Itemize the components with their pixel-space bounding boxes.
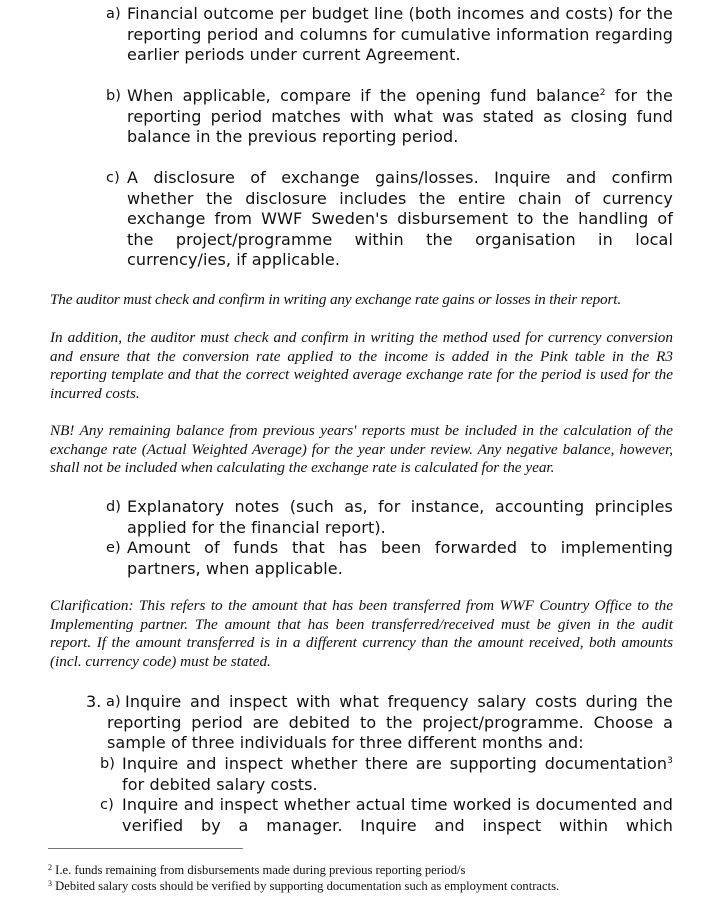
list-label: a) (106, 694, 121, 710)
footnote-text: Debited salary costs should be verified by supporting documentation such as employment contracts. (55, 879, 560, 893)
list-label: e) (106, 540, 121, 556)
list-label: c) (100, 797, 114, 813)
list-item-text (122, 795, 673, 836)
note-conversion-method: In addition, the auditor must check and confirm in writing the method used for currency conversion and ensure that the conversion rate applied to the income is added in the Pink table in the R3 reporting template and that the correct weighted average exchange rate for the period is used for the incurred costs. (50, 329, 673, 402)
list-item-text: Financial outcome per budget line (both incomes and costs) for the reporting period and columns for cumulative information regarding earlier periods under current Agreement. (127, 4, 673, 65)
footnote-ref[interactable]: 3 (667, 756, 673, 766)
text-segment: Inquire and inspect with what frequency salary costs during the reporting period are debited to the project/programme. Choose a sample of three individuals for three different months and: (107, 692, 673, 753)
footnote-divider (48, 848, 243, 849)
list-label: b) (106, 88, 122, 104)
section-number: 3. (86, 692, 102, 711)
list-label: a) (106, 6, 121, 22)
list-label: b) (100, 756, 116, 772)
footnote-number: 2 (48, 863, 52, 872)
text-segment: Inquire and inspect whether there are supporting documentation (122, 754, 668, 773)
list-item-text: A disclosure of exchange gains/losses. Inquire and confirm whether the disclosure includes the entire chain of currency exchange from WWF Sweden's disbursement to the handling of the project/programme within the organisation in local currency/ies, if applicable. (127, 168, 673, 270)
note-remaining-balance: NB! Any remaining balance from previous years' reports must be included in the calculation of the exchange rate (Actual Weighted Average) for the year under review. Any negative balance, however, shall not be included when calculating the exchange rate is calculated for the year. (50, 422, 673, 477)
text-segment: for the reporting period matches with what was stated as closing fund balance in the previous reporting period. (127, 86, 673, 147)
footnote-ref[interactable]: 2 (599, 88, 606, 98)
footnote-number: 3 (48, 879, 52, 888)
footnote-2 (48, 862, 688, 878)
note-exchange-gains: The auditor must check and confirm in writing any exchange rate gains or losses in their report. (50, 291, 621, 308)
text-segment: When applicable, compare if the opening fund balance (127, 86, 600, 105)
text-segment: Inquire and inspect whether actual time worked is documented and verified by a manager. Inquire and inspect within which (122, 795, 673, 835)
list-item-text (122, 754, 673, 795)
text-segment: for debited salary costs. (122, 774, 318, 794)
list-item-text (127, 86, 673, 148)
list-item-text: Explanatory notes (such as, for instance, accounting principles applied for the financial report). (127, 497, 673, 537)
footnote-text: I.e. funds remaining from disbursements made during previous reporting period/s (55, 863, 466, 877)
clarification-note: Clarification: This refers to the amount that has been transferred from WWF Country Office to the Implementing partner. The amount that has been transferred/received must be given in the audit report. If the amount transferred is in a different currency than the amount received, both amounts (incl. currency code) must be stated. (50, 597, 673, 670)
footnote-3 (48, 878, 688, 894)
list-item-text (107, 692, 673, 754)
list-label: d) (106, 499, 122, 515)
list-item-text: Amount of funds that has been forwarded to implementing partners, when applicable. (127, 538, 673, 578)
list-label: c) (106, 170, 120, 186)
